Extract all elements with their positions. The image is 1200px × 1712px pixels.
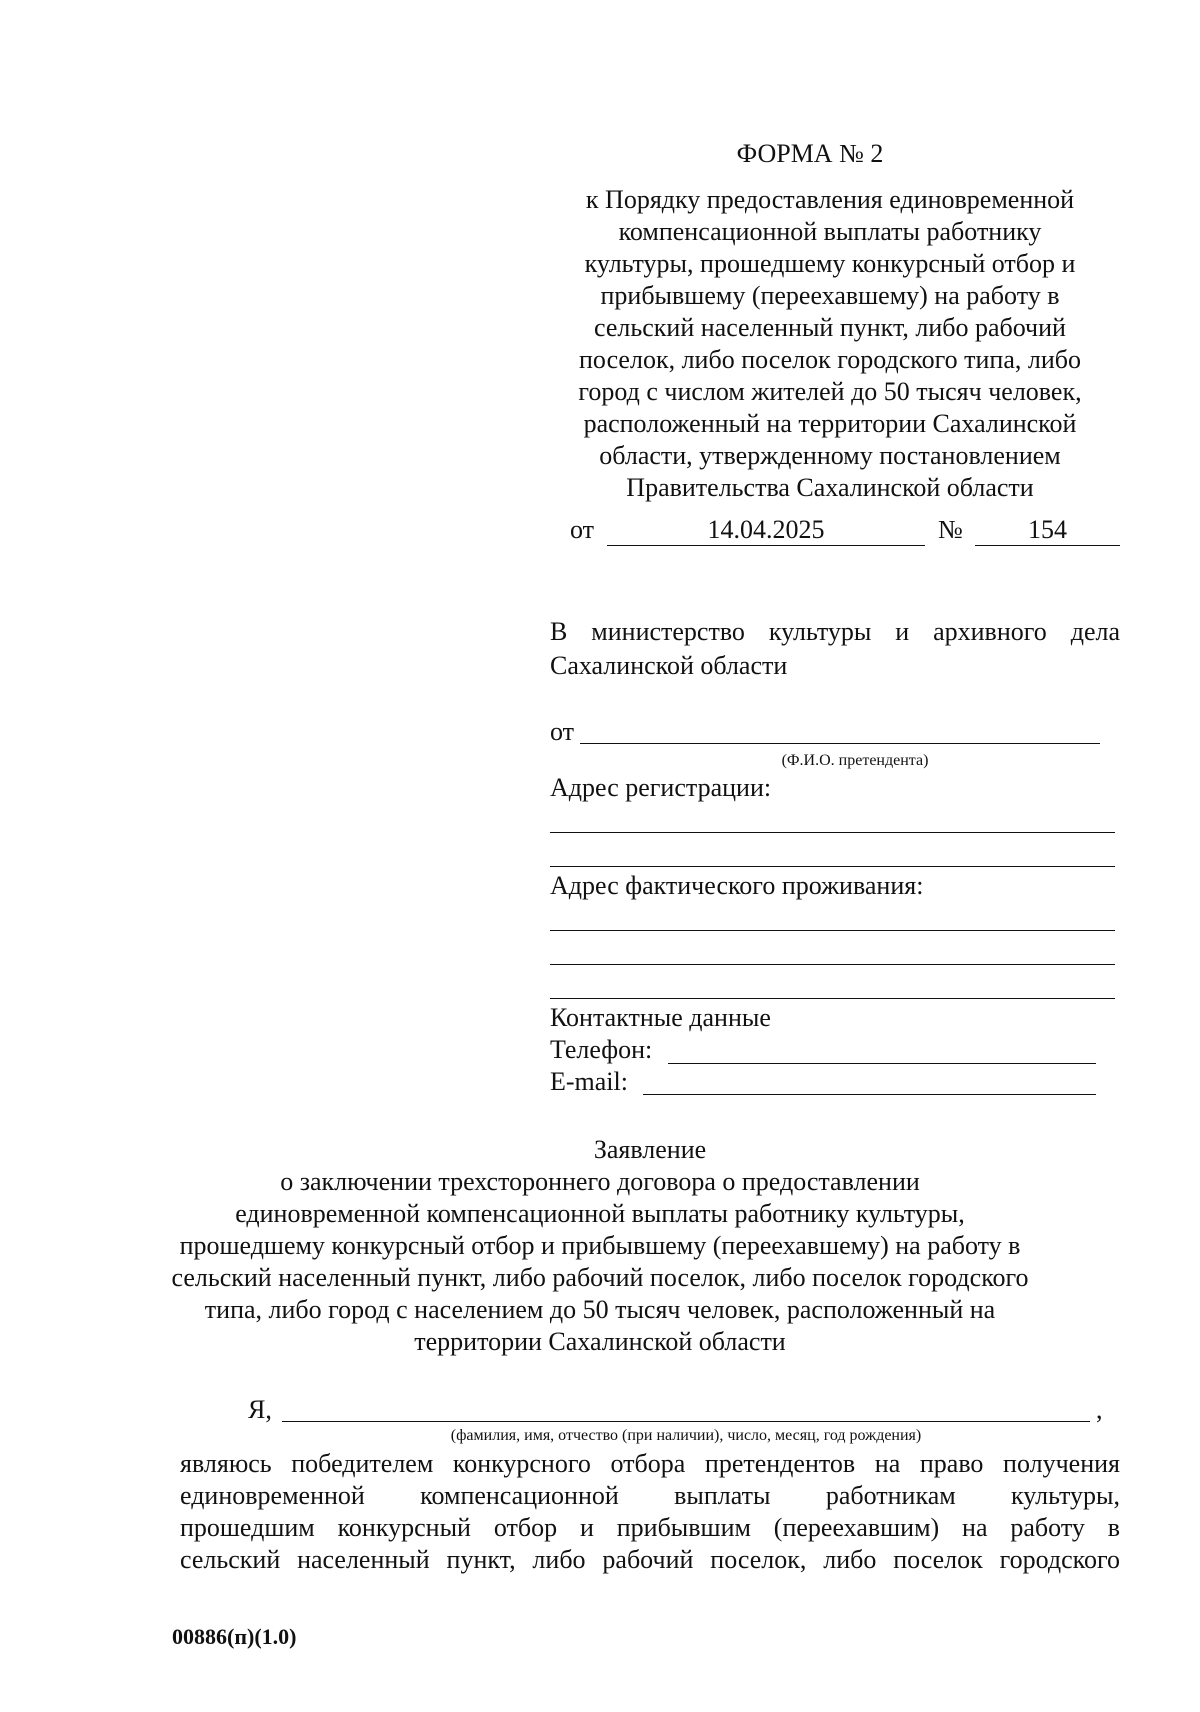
- subtitle-line: единовременной компенсационной выплаты работнику культуры,: [235, 1199, 965, 1228]
- approval-number-label: №: [938, 515, 963, 544]
- subtitle-line: прошедшему конкурсный отбор и прибывшему (переехавшему) на работу в: [179, 1231, 1021, 1260]
- applicant-name-field[interactable]: [580, 743, 1100, 744]
- addressee-line-2: Сахалинской области: [550, 651, 788, 680]
- intro-line: поселок, либо поселок городского типа, либо: [579, 345, 1081, 374]
- subtitle-line: сельский населенный пункт, либо рабочий поселок, либо поселок городского: [171, 1263, 1029, 1292]
- subtitle-line: типа, либо город с населением до 50 тысяч человек, расположенный на: [204, 1295, 996, 1324]
- registration-address-label: Адрес регистрации:: [550, 773, 772, 802]
- body-line: сельский населенный пункт, либо рабочий поселок, либо поселок городского: [180, 1545, 1120, 1574]
- intro-line: Правительства Сахалинской области: [626, 473, 1034, 502]
- declaration-i-label: Я,: [248, 1395, 272, 1424]
- body-line: прошедшим конкурсный отбор и прибывшим (переехавшим) на работу в: [180, 1513, 1120, 1542]
- email-field[interactable]: [643, 1094, 1096, 1095]
- declaration-body: [180, 1448, 1120, 1576]
- intro-line: культуры, прошедшему конкурсный отбор и: [584, 249, 1076, 278]
- intro-line: прибывшему (переехавшему) на работу в: [600, 281, 1060, 310]
- intro-line: области, утвержденному постановлением: [599, 441, 1061, 470]
- statement-subtitle: [150, 1166, 1050, 1358]
- email-label: E-mail:: [550, 1067, 628, 1096]
- subtitle-line: о заключении трехстороннего договора о предоставлении: [280, 1167, 920, 1196]
- registration-address-field-1[interactable]: [550, 832, 1115, 833]
- form-title: ФОРМА № 2: [736, 139, 884, 168]
- approval-reference: [550, 184, 1110, 504]
- phone-label: Телефон:: [550, 1035, 653, 1064]
- residence-address-label: Адрес фактического проживания:: [550, 871, 924, 900]
- approval-from-label: от: [570, 515, 595, 544]
- phone-field[interactable]: [668, 1063, 1096, 1064]
- intro-line: компенсационной выплаты работнику: [618, 217, 1042, 246]
- intro-line: город с числом жителей до 50 тысяч человек,: [578, 377, 1082, 406]
- residence-address-field-3[interactable]: [550, 998, 1115, 999]
- body-line: являюсь победителем конкурсного отбора претендентов на право получения: [180, 1449, 1120, 1478]
- subtitle-line: территории Сахалинской области: [414, 1327, 786, 1356]
- declarant-details-field[interactable]: [282, 1421, 1090, 1422]
- document-code: 00886(п)(1.0): [172, 1624, 297, 1649]
- intro-line: к Порядку предоставления единовременной: [585, 185, 1075, 214]
- fio-caption: (Ф.И.О. претендента): [781, 752, 929, 769]
- contacts-label: Контактные данные: [550, 1003, 771, 1032]
- declarant-caption: (фамилия, имя, отчество (при наличии), число, месяц, год рождения): [450, 1427, 922, 1444]
- body-line: единовременной компенсационной выплаты работникам культуры,: [180, 1481, 1120, 1510]
- approval-date: 14.04.2025: [707, 515, 825, 544]
- registration-address-field-2[interactable]: [550, 866, 1115, 867]
- residence-address-field-2[interactable]: [550, 964, 1115, 965]
- addressee-line-1: В министерство культуры и архивного дела: [550, 617, 1120, 646]
- statement-title: Заявление: [593, 1135, 707, 1164]
- applicant-from-label: от: [550, 717, 575, 746]
- declaration-end-mark: ,: [1096, 1395, 1103, 1424]
- intro-line: расположенный на территории Сахалинской: [583, 409, 1077, 438]
- intro-line: сельский населенный пункт, либо рабочий: [594, 313, 1066, 342]
- residence-address-field-1[interactable]: [550, 930, 1115, 931]
- approval-number: 154: [1028, 515, 1067, 544]
